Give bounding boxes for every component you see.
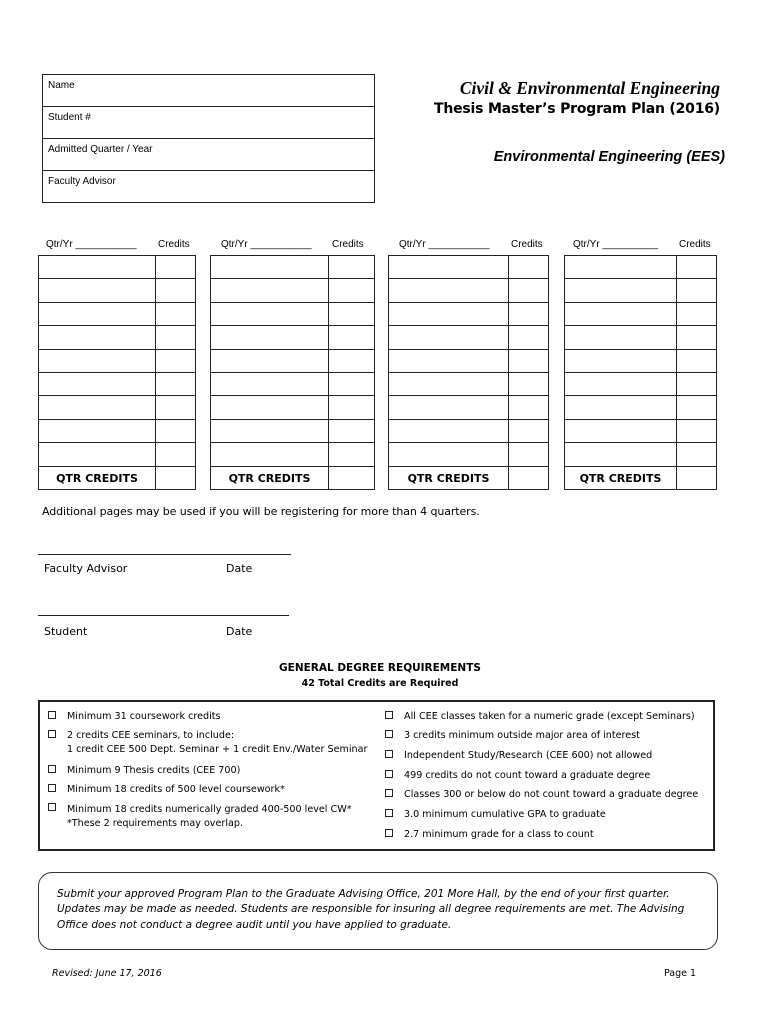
- course-row[interactable]: [565, 396, 716, 419]
- admitted-quarter-label: Admitted Quarter / Year: [48, 144, 153, 155]
- req-left-4-checkbox[interactable]: [48, 784, 56, 792]
- faculty-advisor-field[interactable]: [43, 171, 374, 203]
- course-row[interactable]: [211, 326, 374, 349]
- name-field[interactable]: [43, 75, 374, 107]
- qtr-credits-row: [565, 467, 716, 490]
- course-row[interactable]: [389, 256, 548, 279]
- req-right-5-checkbox[interactable]: [385, 789, 393, 797]
- course-row[interactable]: [211, 420, 374, 443]
- quarter-2-credits-label: Credits: [332, 239, 364, 250]
- req-right-1-checkbox[interactable]: [385, 711, 393, 719]
- course-row[interactable]: [389, 396, 548, 419]
- credits-column-divider: [328, 256, 329, 489]
- quarter-3-credits-label: Credits: [511, 239, 543, 250]
- advisor-signature-line[interactable]: [38, 554, 291, 555]
- student-signature-line[interactable]: [38, 615, 289, 616]
- additional-pages-note: Additional pages may be used if you will be registering for more than 4 quarters.: [42, 505, 480, 518]
- course-row[interactable]: [565, 303, 716, 326]
- quarter-3-label: Qtr/Yr ___________: [399, 239, 490, 250]
- course-row[interactable]: [39, 326, 195, 349]
- credits-column-divider: [508, 256, 509, 489]
- req-right-3: Independent Study/Research (CEE 600) not allowed: [404, 750, 653, 761]
- qtr-credits-row: [39, 467, 195, 490]
- quarter-2-label: Qtr/Yr ___________: [221, 239, 312, 250]
- req-right-1: All CEE classes taken for a numeric grade (except Seminars): [404, 711, 695, 722]
- course-row[interactable]: [39, 373, 195, 396]
- course-row[interactable]: [565, 443, 716, 466]
- quarter-4-label: Qtr/Yr __________: [573, 239, 659, 250]
- course-row[interactable]: [389, 420, 548, 443]
- quarter-3-table: [388, 255, 549, 490]
- req-left-5-note: *These 2 requirements may overlap.: [67, 818, 244, 829]
- req-right-6: 3.0 minimum cumulative GPA to graduate: [404, 809, 606, 820]
- course-row[interactable]: [211, 256, 374, 279]
- course-row[interactable]: [565, 279, 716, 302]
- course-row[interactable]: [565, 350, 716, 373]
- advisor-date-label: Date: [226, 562, 253, 575]
- course-row[interactable]: [39, 443, 195, 466]
- course-row[interactable]: [211, 373, 374, 396]
- qtr-credits-label: QTR CREDITS: [56, 471, 138, 485]
- req-right-2: 3 credits minimum outside major area of interest: [404, 730, 640, 741]
- requirements-title: GENERAL DEGREE REQUIREMENTS: [279, 662, 481, 674]
- req-right-7-checkbox[interactable]: [385, 829, 393, 837]
- req-left-1: Minimum 31 coursework credits: [67, 711, 221, 722]
- req-right-4-checkbox[interactable]: [385, 770, 393, 778]
- student-info-box: [42, 74, 375, 203]
- course-row[interactable]: [389, 443, 548, 466]
- course-row[interactable]: [389, 303, 548, 326]
- student-number-label: Student #: [48, 112, 91, 123]
- course-row[interactable]: [389, 326, 548, 349]
- req-right-2-checkbox[interactable]: [385, 730, 393, 738]
- req-left-5-checkbox[interactable]: [48, 803, 56, 811]
- faculty-advisor-label: Faculty Advisor: [48, 176, 116, 187]
- course-row[interactable]: [211, 279, 374, 302]
- submission-notice: [38, 872, 718, 950]
- name-label: Name: [48, 80, 75, 91]
- req-left-2-checkbox[interactable]: [48, 730, 56, 738]
- student-number-field[interactable]: [43, 107, 374, 139]
- quarter-1-label: Qtr/Yr ___________: [46, 239, 137, 250]
- page-number: Page 1: [664, 968, 697, 979]
- qtr-credits-row: [211, 467, 374, 490]
- req-right-3-checkbox[interactable]: [385, 750, 393, 758]
- qtr-credits-row: [389, 467, 548, 490]
- quarter-4-table: [564, 255, 717, 490]
- credits-column-divider: [155, 256, 156, 489]
- course-row[interactable]: [39, 303, 195, 326]
- req-left-2-detail: 1 credit CEE 500 Dept. Seminar + 1 credit Env./Water Seminar: [67, 744, 368, 755]
- revised-date: Revised: June 17, 2016: [52, 968, 162, 979]
- advisor-signature-label: Faculty Advisor: [44, 562, 128, 575]
- req-left-1-checkbox[interactable]: [48, 711, 56, 719]
- req-right-6-checkbox[interactable]: [385, 809, 393, 817]
- admitted-quarter-field[interactable]: [43, 139, 374, 171]
- qtr-credits-label: QTR CREDITS: [407, 471, 490, 485]
- quarter-4-credits-label: Credits: [679, 239, 711, 250]
- qtr-credits-label: QTR CREDITS: [228, 471, 311, 485]
- course-row[interactable]: [389, 373, 548, 396]
- course-row[interactable]: [39, 279, 195, 302]
- course-row[interactable]: [211, 396, 374, 419]
- course-row[interactable]: [565, 256, 716, 279]
- course-row[interactable]: [211, 350, 374, 373]
- submission-notice-text: Submit your approved Program Plan to the Graduate Advising Office, 201 More Hall, by the end of your first quarter. Updates may be made as needed. Students are responsible for insuring all degree requirements are met. The Advising Office does not conduct a degree audit until you have applied to graduate.: [57, 888, 685, 931]
- req-left-2: 2 credits CEE seminars, to include:: [67, 730, 235, 741]
- requirements-subtitle: 42 Total Credits are Required: [301, 678, 459, 689]
- req-left-3: Minimum 9 Thesis credits (CEE 700): [67, 765, 241, 776]
- quarter-2-table: [210, 255, 375, 490]
- req-right-4: 499 credits do not count toward a graduate degree: [404, 770, 651, 781]
- student-date-label: Date: [226, 625, 253, 638]
- course-row[interactable]: [39, 396, 195, 419]
- course-row[interactable]: [389, 279, 548, 302]
- course-row[interactable]: [565, 326, 716, 349]
- program-title: Thesis Master’s Program Plan (2016): [434, 101, 720, 117]
- course-row[interactable]: [389, 350, 548, 373]
- track-title: Environmental Engineering (EES): [493, 149, 725, 165]
- quarter-1-table: [38, 255, 196, 490]
- course-row[interactable]: [39, 350, 195, 373]
- course-row[interactable]: [211, 443, 374, 466]
- course-row[interactable]: [565, 373, 716, 396]
- student-signature-label: Student: [44, 625, 88, 638]
- qtr-credits-label: QTR CREDITS: [579, 471, 662, 485]
- req-left-3-checkbox[interactable]: [48, 765, 56, 773]
- quarter-1-credits-label: Credits: [158, 239, 190, 250]
- credits-column-divider: [676, 256, 677, 489]
- req-right-5: Classes 300 or below do not count toward a graduate degree: [404, 789, 699, 800]
- req-left-5: Minimum 18 credits numerically graded 400-500 level CW*: [67, 804, 352, 815]
- course-row[interactable]: [211, 303, 374, 326]
- requirements-box: [38, 700, 715, 851]
- course-row[interactable]: [565, 420, 716, 443]
- department-title: Civil & Environmental Engineering: [459, 78, 720, 98]
- course-row[interactable]: [39, 256, 195, 279]
- course-row[interactable]: [39, 420, 195, 443]
- req-left-4: Minimum 18 credits of 500 level coursework*: [67, 784, 285, 795]
- req-right-7: 2.7 minimum grade for a class to count: [404, 829, 594, 840]
